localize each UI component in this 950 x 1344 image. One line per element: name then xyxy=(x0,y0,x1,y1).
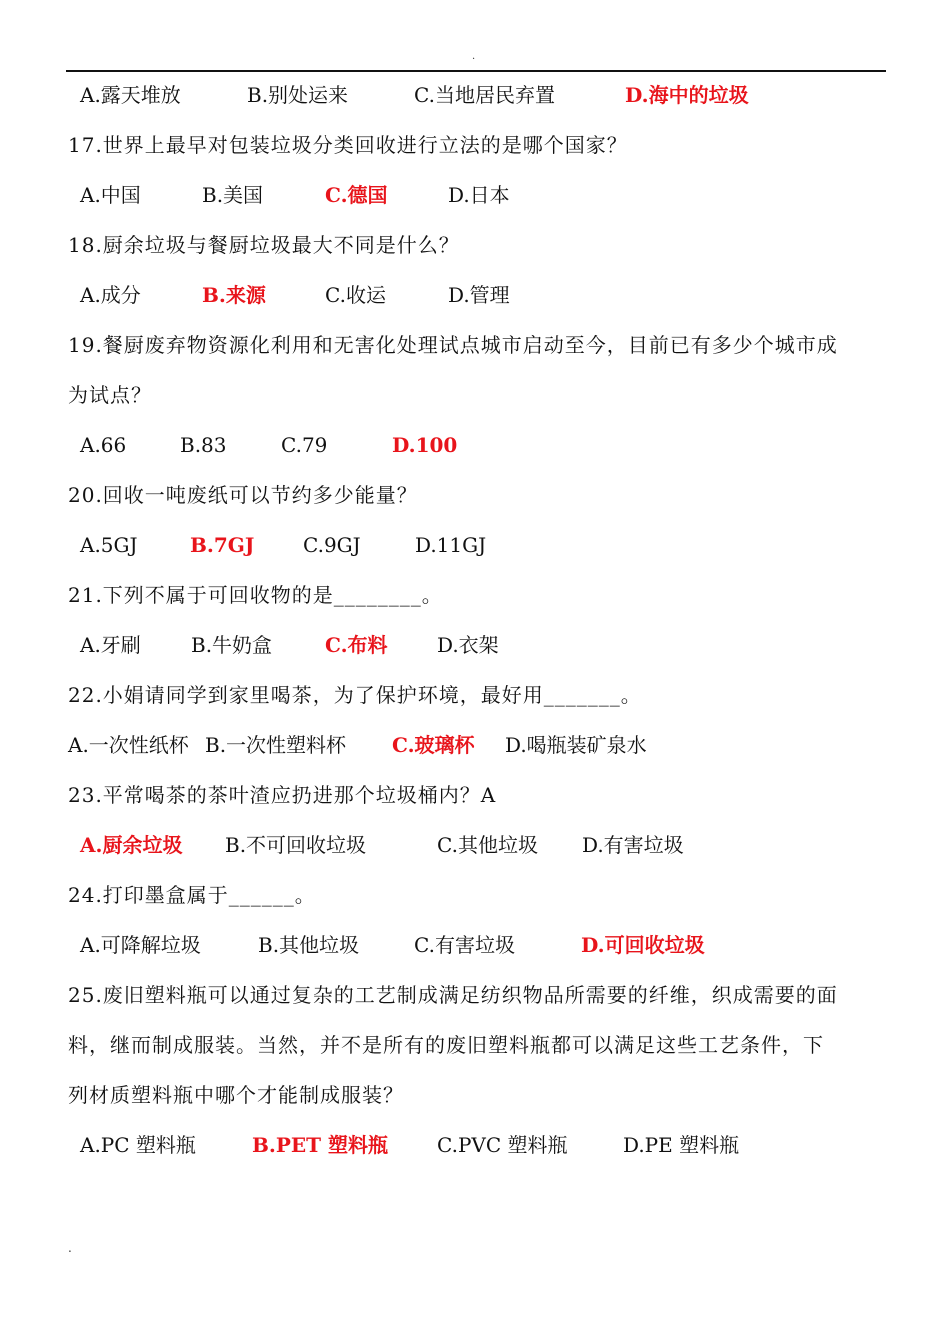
q23-option-c: C.其他垃圾 xyxy=(437,833,538,857)
q21-option-b: B.牛奶盒 xyxy=(191,633,273,657)
q22-option-b: B.一次性塑料杯 xyxy=(205,733,347,757)
q17-option-c-answer: C.德国 xyxy=(325,183,388,207)
q20-option-b-answer: B.7GJ xyxy=(190,533,255,557)
q24-option-c: C.有害垃圾 xyxy=(414,933,515,957)
q21-option-c-answer: C.布料 xyxy=(325,633,388,657)
q24-option-d-answer: D.可回收垃圾 xyxy=(581,933,705,957)
header-dot: . xyxy=(472,51,476,62)
header-rule xyxy=(66,70,886,72)
q21-option-d: D.衣架 xyxy=(437,633,499,657)
q18-question: 18.厨余垃圾与餐厨垃圾最大不同是什么？ xyxy=(68,233,460,257)
q22-option-c-answer: C.玻璃杯 xyxy=(392,733,475,757)
q25-option-a: A.PC 塑料瓶 xyxy=(80,1133,196,1157)
q21-question: 21.下列不属于可回收物的是________。 xyxy=(68,583,443,607)
q19-question-line1: 19.餐厨废弃物资源化利用和无害化处理试点城市启动至今，目前已有多少个城市成 xyxy=(68,333,838,357)
q17-option-b: B.美国 xyxy=(202,183,264,207)
q17-question: 17.世界上最早对包装垃圾分类回收进行立法的是哪个国家？ xyxy=(68,133,628,157)
q19-option-d-answer: D.100 xyxy=(392,433,458,457)
q19-option-c: C.79 xyxy=(281,433,328,457)
q24-option-a: A.可降解垃圾 xyxy=(80,933,201,957)
q16-option-c: C.当地居民弃置 xyxy=(414,83,555,107)
q18-option-d: D.管理 xyxy=(448,283,510,307)
q25-option-d: D.PE 塑料瓶 xyxy=(623,1133,740,1157)
q17-option-d: D.日本 xyxy=(448,183,510,207)
q20-option-d: D.11GJ xyxy=(415,533,487,557)
q20-option-a: A.5GJ xyxy=(80,533,138,557)
q20-option-c: C.9GJ xyxy=(303,533,361,557)
q21-option-a: A.牙刷 xyxy=(80,633,141,657)
q25-option-b-answer: B.PET 塑料瓶 xyxy=(252,1133,388,1157)
q18-option-b-answer: B.来源 xyxy=(202,283,266,307)
q18-option-a: A.成分 xyxy=(80,283,141,307)
q23-option-a-answer: A.厨余垃圾 xyxy=(80,833,183,857)
q16-option-b: B.别处运来 xyxy=(247,83,349,107)
q23-option-d: D.有害垃圾 xyxy=(582,833,684,857)
q23-option-b: B.不可回收垃圾 xyxy=(225,833,367,857)
q25-question-line1: 25.废旧塑料瓶可以通过复杂的工艺制成满足纺织物品所需要的纤维，织成需要的面 xyxy=(68,983,838,1007)
q20-question: 20.回收一吨废纸可以节约多少能量？ xyxy=(68,483,418,507)
q19-option-b: B.83 xyxy=(180,433,227,457)
q16-option-d-answer: D.海中的垃圾 xyxy=(625,83,749,107)
q25-option-c: C.PVC 塑料瓶 xyxy=(437,1133,568,1157)
q25-question-line2: 料，继而制成服装。当然，并不是所有的废旧塑料瓶都可以满足这些工艺条件，下 xyxy=(68,1033,824,1057)
q22-option-a: A.一次性纸杯 xyxy=(68,733,189,757)
q17-option-a: A.中国 xyxy=(80,183,141,207)
q22-option-d: D.喝瓶装矿泉水 xyxy=(505,733,647,757)
q24-option-b: B.其他垃圾 xyxy=(258,933,360,957)
q23-question: 23.平常喝茶的茶叶渣应扔进那个垃圾桶内？A xyxy=(68,783,497,807)
footer-dot: . xyxy=(68,1241,72,1255)
q24-question: 24.打印墨盒属于______。 xyxy=(68,883,316,907)
q22-question: 22.小娟请同学到家里喝茶，为了保护环境，最好用_______。 xyxy=(68,683,642,707)
q19-question-line2: 为试点？ xyxy=(68,383,152,407)
q19-option-a: A.66 xyxy=(80,433,127,457)
q18-option-c: C.收运 xyxy=(325,283,386,307)
q16-option-a: A.露天堆放 xyxy=(80,83,181,107)
q25-question-line3: 列材质塑料瓶中哪个才能制成服装？ xyxy=(68,1083,404,1107)
